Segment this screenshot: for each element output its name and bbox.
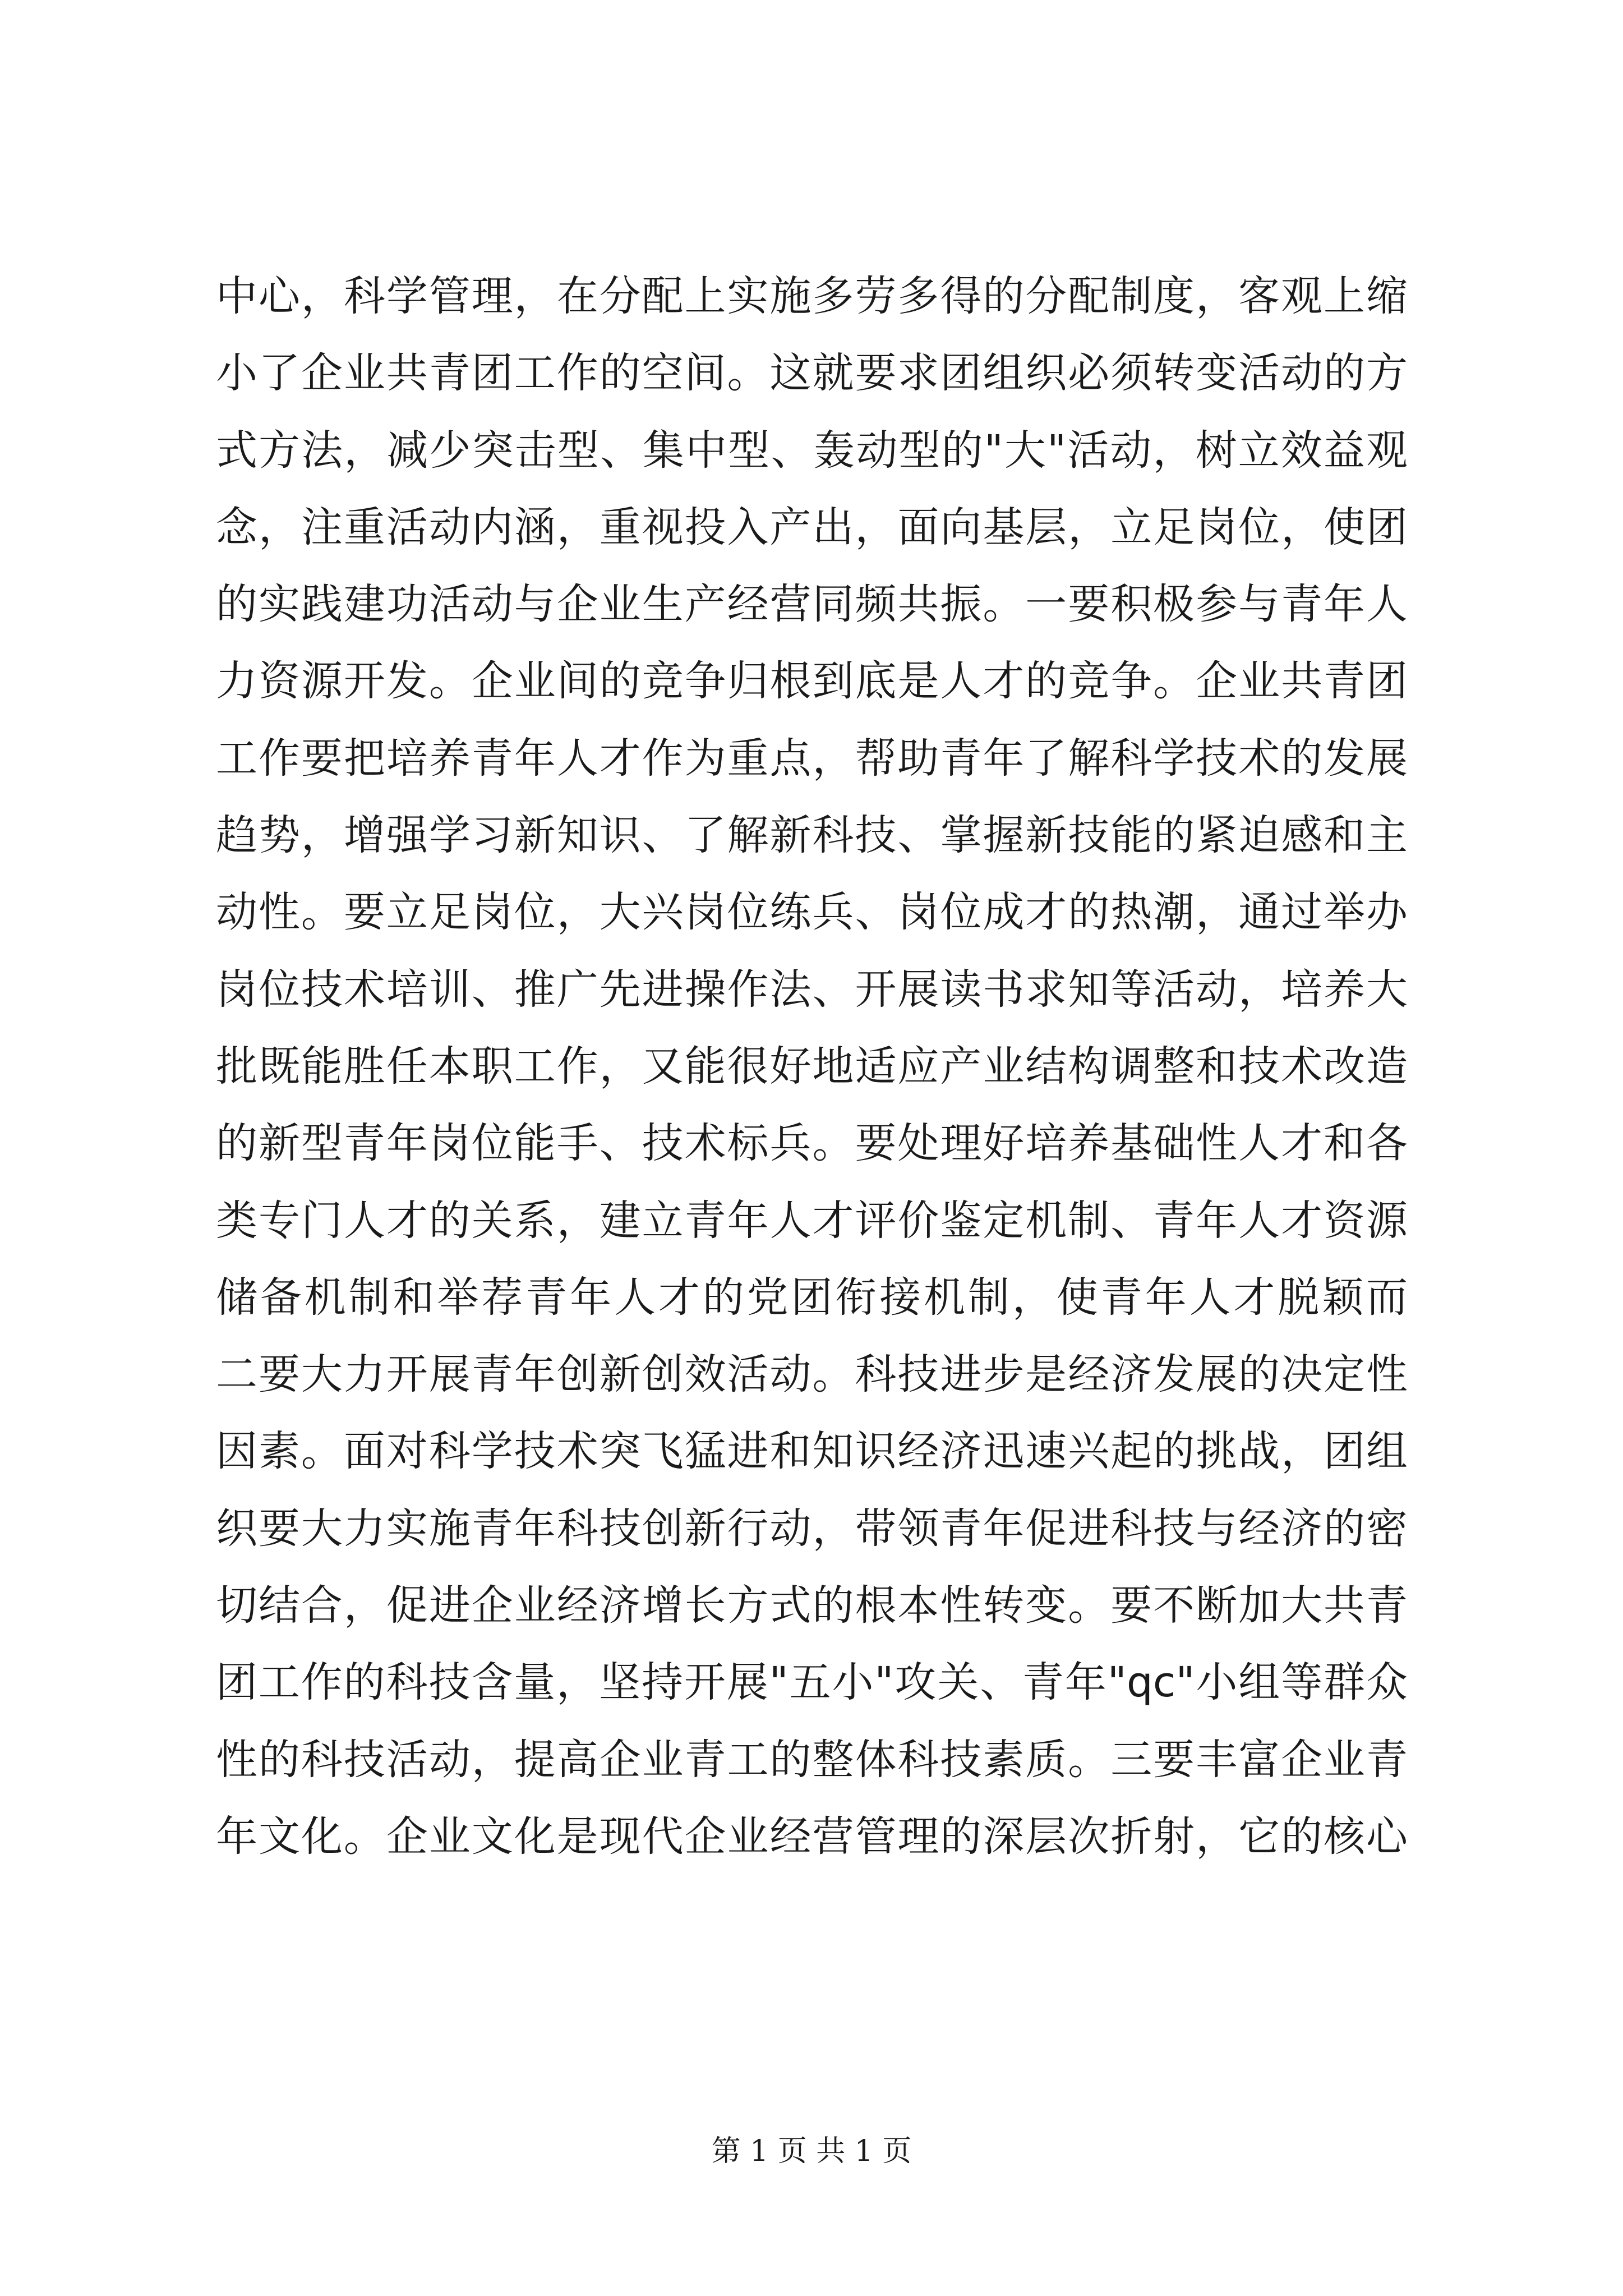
text-line: 趋势，增强学习新知识、了解新科技、掌握新技能的紧迫感和主 xyxy=(216,811,1408,860)
text-line: 切结合，促进企业经济增长方式的根本性转变。要不断加大共青 xyxy=(216,1581,1408,1630)
page-footer xyxy=(0,2132,1623,2171)
text-line: 力资源开发。企业间的竞争归根到底是人才的竞争。企业共青团 xyxy=(216,657,1408,706)
text-line: 岗位技术培训、推广先进操作法、开展读书求知等活动，培养大 xyxy=(216,965,1408,1014)
text-line: 储备机制和举荐青年人才的党团衔接机制，使青年人才脱颖而 xyxy=(216,1273,1408,1322)
text-line: 织要大力实施青年科技创新行动，带领青年促进科技与经济的密 xyxy=(216,1504,1408,1553)
text-line: 的新型青年岗位能手、技术标兵。要处理好培养基础性人才和各 xyxy=(216,1119,1408,1168)
text-line: 动性。要立足岗位，大兴岗位练兵、岗位成才的热潮，通过举办 xyxy=(216,888,1408,937)
page-number-label: 第 1 页 共 1 页 xyxy=(711,2134,912,2168)
text-line: 念，注重活动内涵，重视投入产出，面向基层，立足岗位，使团 xyxy=(216,503,1408,551)
text-line: 的实践建功活动与企业生产经营同频共振。一要积极参与青年人 xyxy=(216,580,1408,629)
text-line: 因素。面对科学技术突飞猛进和知识经济迅速兴起的挑战，团组 xyxy=(216,1427,1408,1476)
body-text xyxy=(216,258,1408,1875)
text-line: 中心，科学管理，在分配上实施多劳多得的分配制度，客观上缩 xyxy=(216,272,1408,320)
text-line: 团工作的科技含量，坚持开展"五小"攻关、青年"qc"小组等群众 xyxy=(216,1658,1408,1707)
text-line: 工作要把培养青年人才作为重点，帮助青年了解科学技术的发展 xyxy=(216,734,1408,783)
text-line: 式方法，减少突击型、集中型、轰动型的"大"活动，树立效益观 xyxy=(216,426,1408,475)
text-line: 小了企业共青团工作的空间。这就要求团组织必须转变活动的方 xyxy=(216,349,1408,398)
text-line: 批既能胜任本职工作，又能很好地适应产业结构调整和技术改造 xyxy=(216,1042,1408,1091)
text-line: 性的科技活动，提高企业青工的整体科技素质。三要丰富企业青 xyxy=(216,1735,1408,1784)
text-line: 二要大力开展青年创新创效活动。科技进步是经济发展的决定性 xyxy=(216,1350,1408,1399)
text-line: 类专门人才的关系，建立青年人才评价鉴定机制、青年人才资源 xyxy=(216,1196,1408,1245)
text-line: 年文化。企业文化是现代企业经营管理的深层次折射，它的核心 xyxy=(216,1812,1408,1861)
